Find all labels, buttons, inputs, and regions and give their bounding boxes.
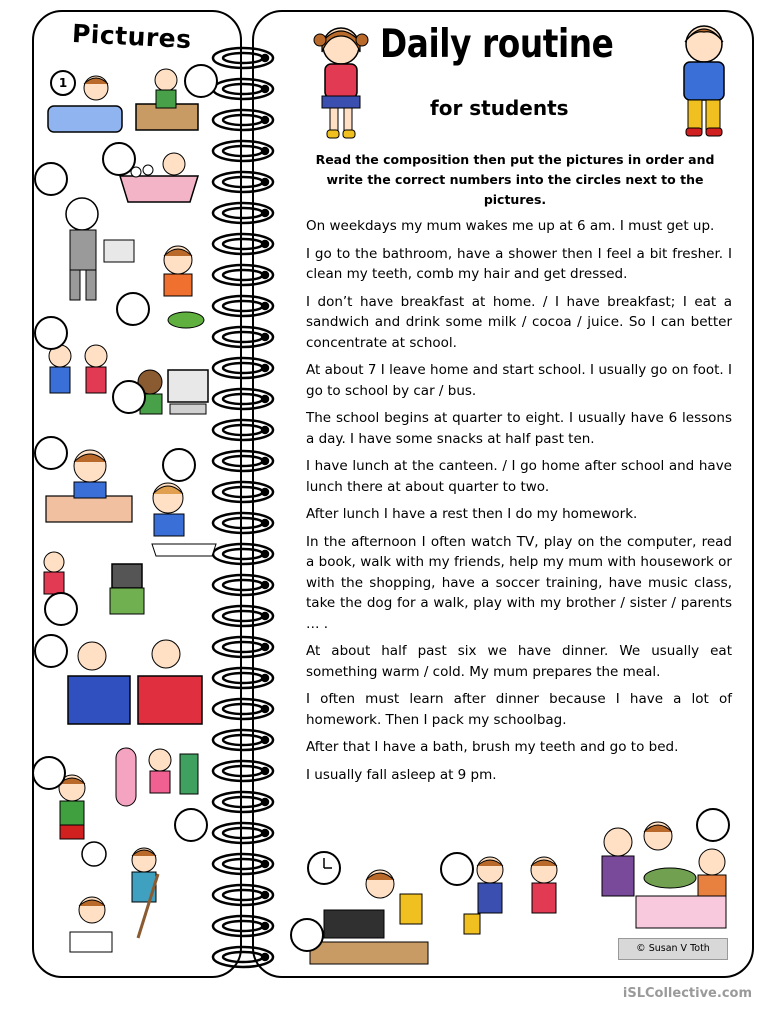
spiral-ring-inner [223, 84, 263, 94]
spiral-hole [262, 489, 268, 495]
answer-circle[interactable] [440, 852, 474, 886]
answer-circle[interactable] [290, 918, 324, 952]
spiral-ring-inner [223, 952, 263, 962]
answer-circle[interactable] [32, 756, 66, 790]
spiral-ring-inner [223, 859, 263, 869]
spiral-ring-inner [223, 115, 263, 125]
site-watermark: iSLCollective.com [622, 986, 752, 1001]
spiral-ring-inner [223, 735, 263, 745]
spiral-ring-inner [223, 208, 263, 218]
composition-paragraph: In the afternoon I often watch TV, play on the computer, read a book, walk with my friends, help my mum with housework or with the shopping, have a soccer training, have music class, take the dog for a walk, play with my brother / sister / parents … . [306, 533, 732, 632]
answer-circle[interactable] [112, 380, 146, 414]
spiral-hole [262, 303, 268, 309]
spiral-ring-inner [223, 642, 263, 652]
girl-illustration [308, 18, 374, 142]
spiral-hole [262, 272, 268, 278]
spiral-hole [262, 365, 268, 371]
composition-paragraph: The school begins at quarter to eight. I usually have 6 lessons a day. I have some snacks at half past ten. [306, 410, 732, 447]
spiral-hole [262, 892, 268, 898]
spiral-hole [262, 582, 268, 588]
packing-schoolbag-illustration [304, 848, 434, 966]
answer-circle[interactable] [44, 592, 78, 626]
spiral-hole [262, 954, 268, 960]
spiral-ring-inner [223, 704, 263, 714]
answer-circle[interactable] [174, 808, 208, 842]
spiral-hole [262, 241, 268, 247]
spiral-hole [262, 706, 268, 712]
spiral-ring-inner [223, 766, 263, 776]
spiral-hole [262, 396, 268, 402]
spiral-hole [262, 799, 268, 805]
spiral-hole [262, 117, 268, 123]
answer-circle[interactable] [34, 162, 68, 196]
spiral-ring-inner [223, 146, 263, 156]
page-subtitle: for students [430, 96, 569, 120]
spiral-ring-inner [223, 363, 263, 373]
spiral-hole [262, 179, 268, 185]
answer-circle-example: 1 [50, 70, 76, 96]
spiral-hole [262, 427, 268, 433]
spiral-ring-inner [223, 177, 263, 187]
composition-paragraph: I usually fall asleep at 9 pm. [306, 766, 497, 783]
spiral-ring-inner [223, 580, 263, 590]
answer-circle[interactable] [34, 634, 68, 668]
composition-paragraph: At about half past six we have dinner. We usually eat something warm / cold. My mum prepares the meal. [306, 643, 732, 680]
spiral-ring-inner [223, 921, 263, 931]
spiral-ring-inner [223, 301, 263, 311]
composition-paragraph: On weekdays my mum wakes me up at 6 am. I must get up. [306, 218, 715, 234]
helping-mum-illustration [120, 844, 170, 944]
spiral-hole [262, 334, 268, 340]
spiral-hole [262, 210, 268, 216]
breakfast-illustration [150, 238, 208, 334]
spiral-ring-inner [223, 394, 263, 404]
spiral-ring-inner [223, 270, 263, 280]
pictures-heading: Pictures [71, 18, 193, 55]
spiral-ring-inner [223, 797, 263, 807]
spiral-hole [262, 613, 268, 619]
spiral-hole [262, 458, 268, 464]
answer-circle[interactable] [102, 142, 136, 176]
spiral-ring-inner [223, 518, 263, 528]
spiral-hole [262, 861, 268, 867]
spiral-ring-inner [223, 53, 263, 63]
spiral-hole [262, 768, 268, 774]
spiral-ring-inner [223, 828, 263, 838]
author-credit: © Susan V Toth [618, 938, 728, 960]
spiral-hole [262, 55, 268, 61]
spiral-ring-inner [223, 456, 263, 466]
going-to-school-illustration [40, 338, 116, 420]
answer-circle[interactable] [34, 436, 68, 470]
spiral-hole [262, 644, 268, 650]
spiral-ring-inner [223, 611, 263, 621]
spiral-ring-inner [223, 332, 263, 342]
homework-illustration [140, 474, 220, 560]
composition-paragraph: After that I have a bath, brush my teeth and go to bed. [306, 739, 679, 755]
spiral-ring-inner [223, 487, 263, 497]
composition-paragraph: I go to the bathroom, have a shower then I feel a bit fresher. I clean my teeth, comb my hair and get dressed. [306, 245, 732, 282]
composition-paragraph: I have lunch at the canteen. / I go home after school and have lunch there at about quarter to two. [306, 458, 732, 495]
spiral-hole [262, 148, 268, 154]
page-title: Daily routine [380, 22, 614, 67]
answer-circle[interactable] [116, 292, 150, 326]
spiral-ring-inner [223, 549, 263, 559]
answer-circle[interactable] [696, 808, 730, 842]
skating-illustration [112, 744, 206, 808]
answer-circle[interactable] [34, 316, 68, 350]
spiral-hole [262, 737, 268, 743]
boy-illustration [672, 16, 736, 144]
spiral-ring-inner [223, 239, 263, 249]
spiral-hole [262, 675, 268, 681]
reading-illustration [64, 892, 118, 958]
spiral-hole [262, 830, 268, 836]
going-to-bed-illustration [66, 632, 206, 732]
spiral-ring-inner [223, 890, 263, 900]
leaving-home-illustration [460, 852, 576, 948]
spiral-hole [262, 520, 268, 526]
spiral-ring-inner [223, 425, 263, 435]
spiral-hole [262, 86, 268, 92]
spiral-hole [262, 923, 268, 929]
getting-dressed-illustration [52, 190, 138, 308]
instructions-text: Read the composition then put the pictures in order and write the correct numbers into the circles next to the pictures. [315, 152, 715, 207]
composition-paragraph: After lunch I have a rest then I do my homework. [306, 506, 638, 522]
answer-circle[interactable] [162, 448, 196, 482]
spiral-ring-inner [223, 673, 263, 683]
composition-paragraph: I often must learn after dinner because I have a lot of homework. Then I pack my schoolbag. [306, 691, 732, 728]
spiral-hole [262, 551, 268, 557]
composition-text [306, 216, 732, 792]
composition-paragraph: At about 7 I leave home and start school. I usually go on foot. I go to school by car / bus. [306, 362, 732, 399]
composition-paragraph: I don’t have breakfast at home. / I have breakfast; I eat a sandwich and drink some milk / cocoa / juice. So I can better concentrate at school. [306, 293, 732, 351]
answer-circle[interactable] [184, 64, 218, 98]
